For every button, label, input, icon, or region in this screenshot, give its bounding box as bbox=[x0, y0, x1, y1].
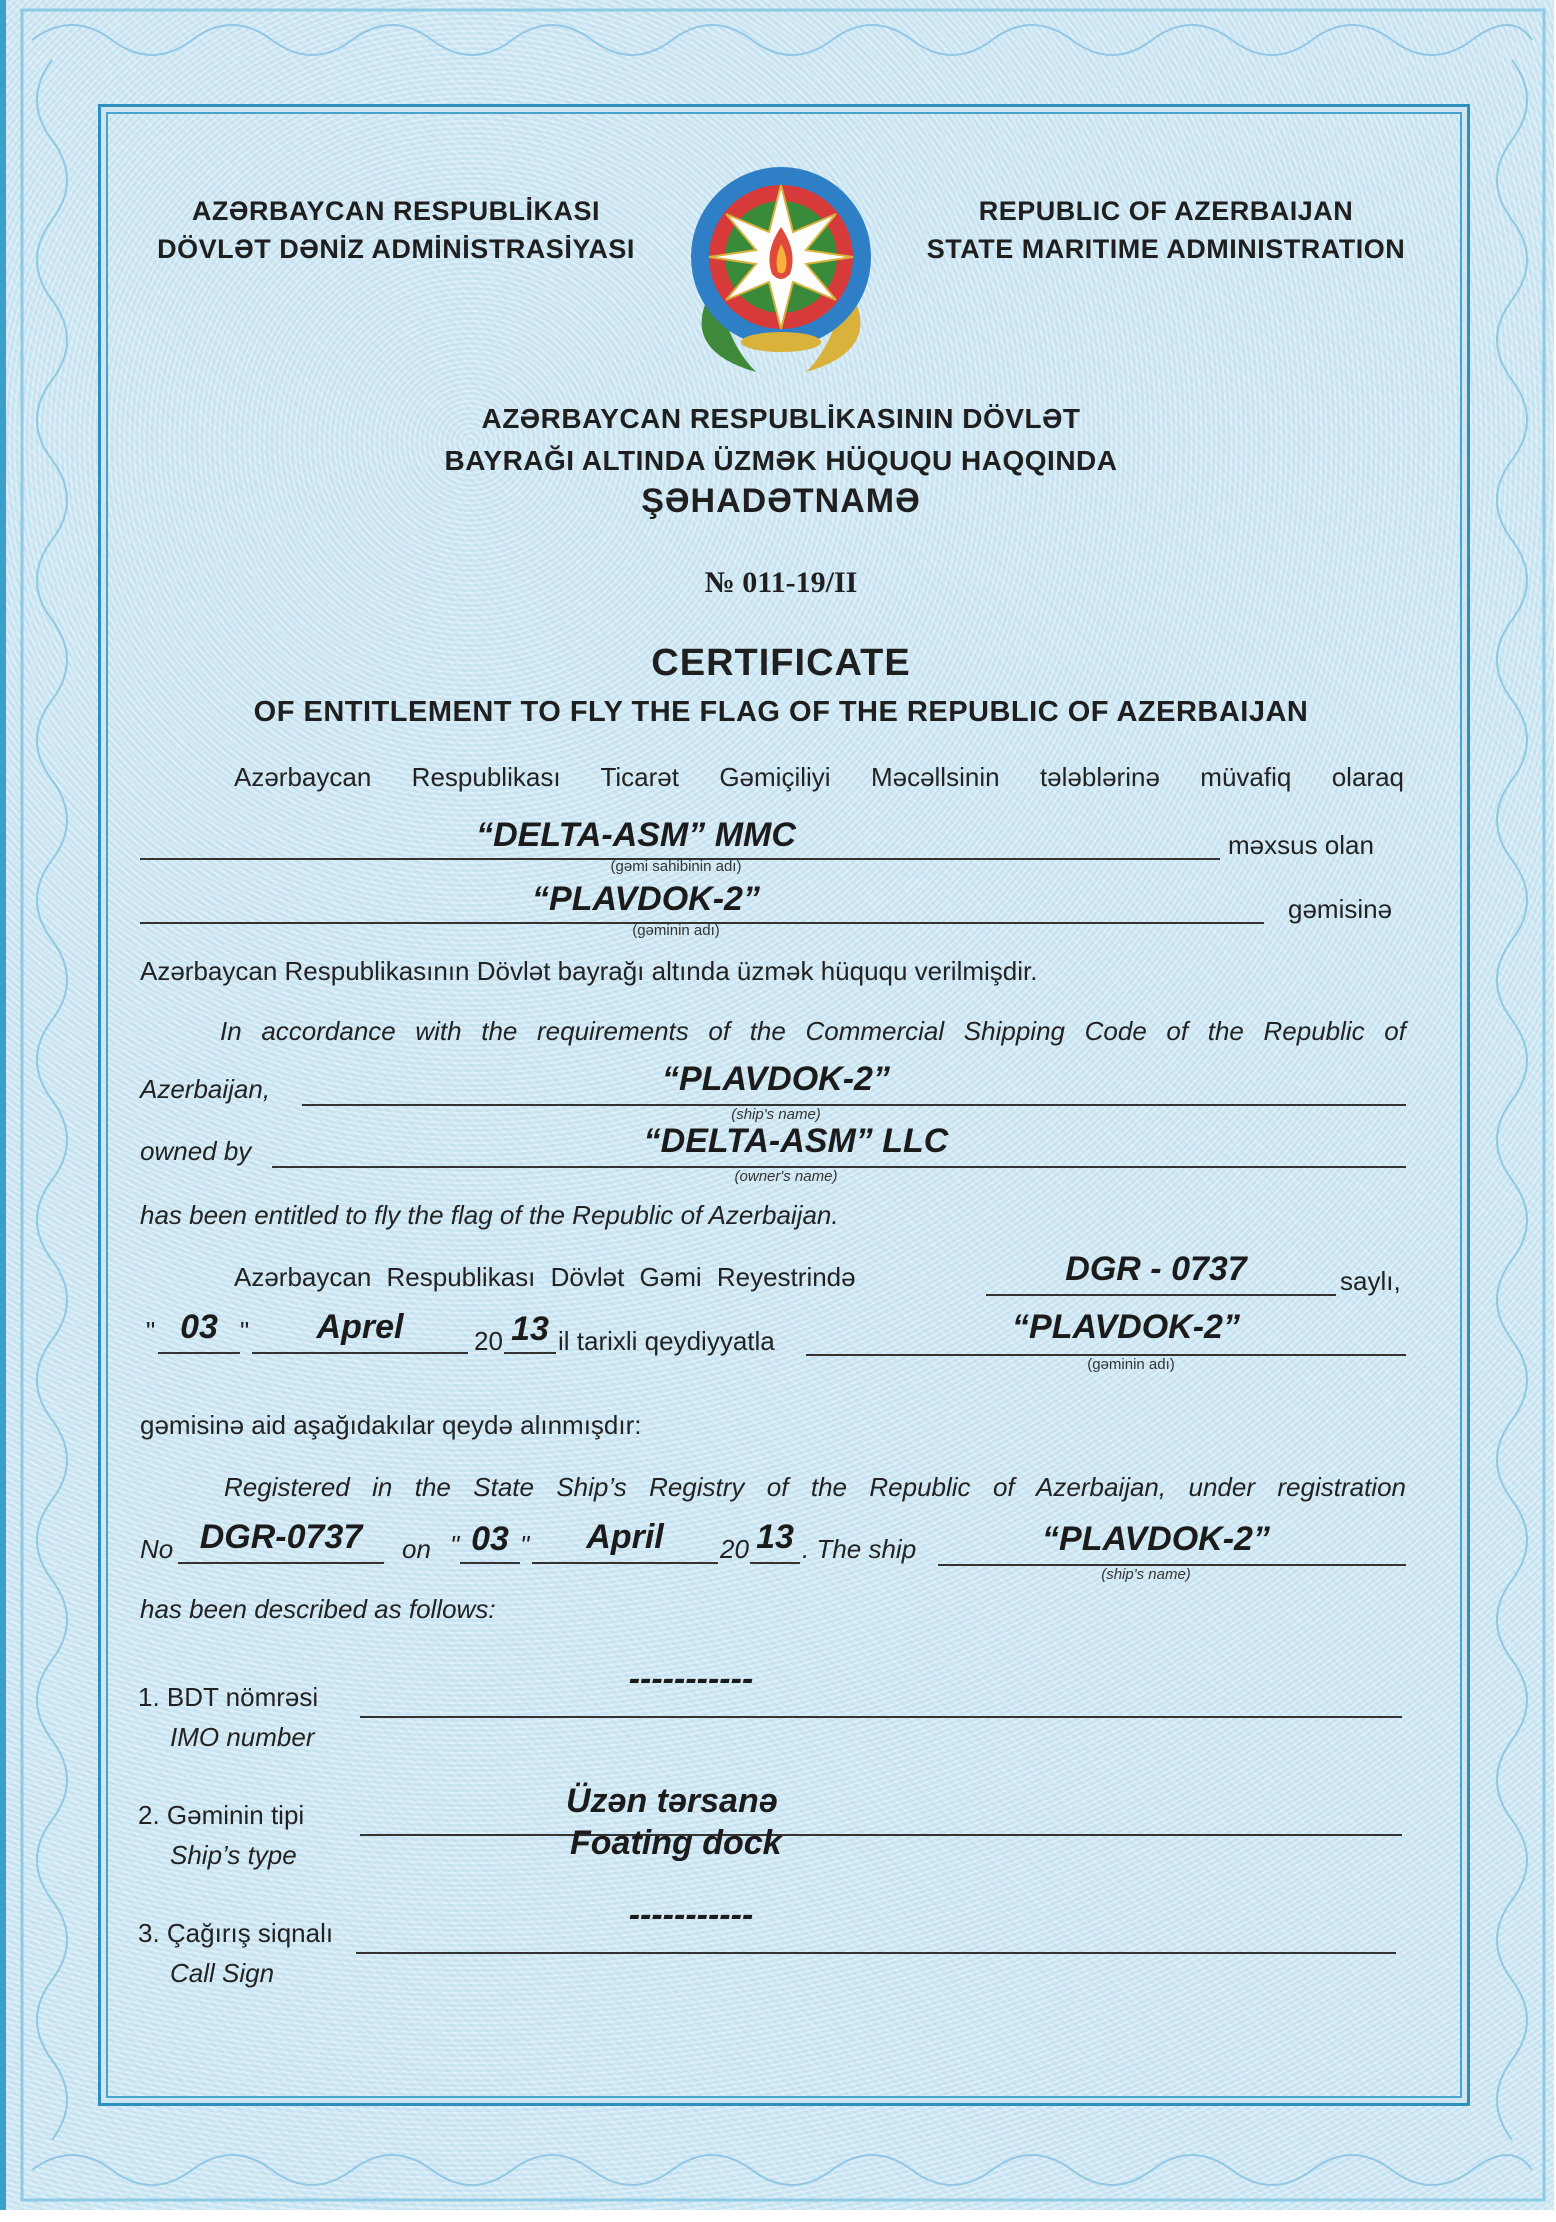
state-emblem-icon bbox=[676, 152, 886, 382]
issuer-az-line1: AZƏRBAYCAN RESPUBLİKASI bbox=[191, 196, 601, 226]
issuer-en-line1: REPUBLIC OF AZERBAIJAN bbox=[978, 196, 1354, 226]
reg-value-en: DGR-0737 bbox=[199, 1518, 363, 1556]
ship-caption-az-2: (gəminin adı) bbox=[1087, 1356, 1175, 1373]
month-value-az: Aprel bbox=[316, 1308, 404, 1346]
item-imo-value: ----------- bbox=[628, 1660, 754, 1698]
en-registry-closing: has been described as follows: bbox=[140, 1594, 496, 1624]
quote-open-en: " bbox=[450, 1530, 460, 1560]
ship-suffix-az: gəmisinə bbox=[1288, 894, 1393, 924]
year-value-en: 13 bbox=[756, 1518, 794, 1556]
quote-open-az: " bbox=[146, 1316, 156, 1346]
item-imo-underline bbox=[360, 1716, 1402, 1718]
item-imo-label-en: IMO number bbox=[170, 1722, 315, 1752]
owner-value-az: “DELTA-ASM” MMC bbox=[476, 816, 796, 854]
item-call-sign-underline bbox=[356, 1952, 1396, 1954]
az-registry-closing: gəmisinə aid aşağıdakılar qeydə alınmışdır: bbox=[140, 1410, 642, 1440]
ship-value-en: “PLAVDOK-2” bbox=[662, 1060, 890, 1098]
certificate-number: № 011-19/II bbox=[704, 566, 858, 599]
day-value-az: 03 bbox=[180, 1308, 218, 1346]
day-value-en: 03 bbox=[471, 1520, 509, 1558]
title-az bbox=[156, 398, 1406, 482]
ship-prefix-en: . The ship bbox=[802, 1534, 917, 1564]
title-az-main: ŞƏHADƏTNAMƏ bbox=[641, 482, 921, 520]
no-label: No bbox=[140, 1534, 174, 1564]
reg-underline-en bbox=[178, 1562, 384, 1564]
item-ship-type-label-en: Ship’s type bbox=[170, 1840, 297, 1870]
quote-close-en: " bbox=[520, 1530, 530, 1560]
item-call-sign-label-az: 3. Çağırış siqnalı bbox=[138, 1918, 334, 1948]
en-registry-intro: Registered in the State Ship’s Registry of the Republic of Azerbaijan, under registration bbox=[224, 1472, 1406, 1502]
reg-underline-az bbox=[986, 1294, 1336, 1296]
owner-value-en: “DELTA-ASM” LLC bbox=[643, 1122, 949, 1160]
year-value-az: 13 bbox=[511, 1310, 549, 1348]
item-ship-type-label-az: 2. Gəminin tipi bbox=[138, 1800, 305, 1830]
year-underline-en bbox=[750, 1562, 800, 1564]
en-closing: has been entitled to fly the flag of the Republic of Azerbaijan. bbox=[140, 1200, 839, 1230]
item-imo-label-az: 1. BDT nömrəsi bbox=[138, 1682, 319, 1712]
en-intro: In accordance with the requirements of the Commercial Shipping Code of the Republic of bbox=[220, 1016, 1406, 1046]
item-ship-type-underline bbox=[360, 1834, 1402, 1836]
item-call-sign-label-en: Call Sign bbox=[170, 1958, 275, 1988]
owner-caption-en: (owner's name) bbox=[734, 1168, 838, 1185]
title-en-subtitle: OF ENTITLEMENT TO FLY THE FLAG OF THE REPUBLIC OF AZERBAIJAN bbox=[253, 696, 1309, 728]
title-az-line1: AZƏRBAYCAN RESPUBLİKASININ DÖVLƏT bbox=[481, 403, 1081, 434]
ship-value-az: “PLAVDOK-2” bbox=[532, 880, 760, 918]
month-underline-az bbox=[252, 1352, 468, 1354]
owned-by-label: owned by bbox=[140, 1136, 252, 1166]
month-value-en: April bbox=[586, 1518, 664, 1556]
ship-value-en-2: “PLAVDOK-2” bbox=[1042, 1520, 1270, 1558]
az-closing: Azərbaycan Respublikasının Dövlət bayrağı altında üzmək hüququ verilmişdir. bbox=[140, 956, 1038, 986]
reg-value-az: DGR - 0737 bbox=[1065, 1250, 1247, 1288]
ship-value-az-2: “PLAVDOK-2” bbox=[1012, 1308, 1240, 1346]
item-ship-type-value-az: Üzən tərsanə bbox=[566, 1782, 778, 1820]
owner-caption-az: (gəmi sahibinin adı) bbox=[610, 858, 742, 875]
title-az-line2: BAYRAĞI ALTINDA ÜZMƏK HÜQUQU HAQQINDA bbox=[444, 445, 1118, 476]
year-underline-az bbox=[504, 1352, 556, 1354]
ship-caption-en-2: (ship's name) bbox=[1101, 1566, 1191, 1583]
owner-suffix-az: məxsus olan bbox=[1228, 830, 1374, 860]
issuer-az-line2: DÖVLƏT DƏNİZ ADMİNİSTRASİYASI bbox=[157, 234, 635, 264]
issuer-en bbox=[896, 192, 1436, 268]
on-label: on bbox=[402, 1534, 431, 1564]
year-prefix-az: 20 bbox=[474, 1326, 503, 1356]
title-en-main: CERTIFICATE bbox=[651, 642, 911, 684]
day-underline-en bbox=[460, 1562, 520, 1564]
issuer-en-line2: STATE MARITIME ADMINISTRATION bbox=[926, 234, 1406, 264]
az-intro: Azərbaycan Respublikası Ticarət Gəmiçiliyi Məcəllsinin tələblərinə müvafiq olaraq bbox=[234, 762, 1404, 792]
reg-suffix-az: saylı, bbox=[1340, 1266, 1401, 1296]
year-prefix-en: 20 bbox=[720, 1534, 749, 1564]
item-call-sign-value: ----------- bbox=[628, 1896, 754, 1934]
issuer-az bbox=[126, 192, 666, 268]
month-underline-en bbox=[532, 1562, 718, 1564]
ship-caption-en: (ship's name) bbox=[731, 1106, 821, 1123]
ship-caption-az: (gəminin adı) bbox=[632, 922, 720, 939]
quote-close-az: " bbox=[240, 1316, 250, 1346]
en-prefix: Azerbaijan, bbox=[140, 1074, 271, 1104]
az-registry-intro: Azərbaycan Respublikası Dövlət Gəmi Reyestrində bbox=[234, 1262, 856, 1292]
date-suffix-az: il tarixli qeydiyyatla bbox=[558, 1326, 775, 1356]
day-underline-az bbox=[158, 1352, 240, 1354]
item-ship-type-value-en: Foating dock bbox=[570, 1824, 782, 1862]
